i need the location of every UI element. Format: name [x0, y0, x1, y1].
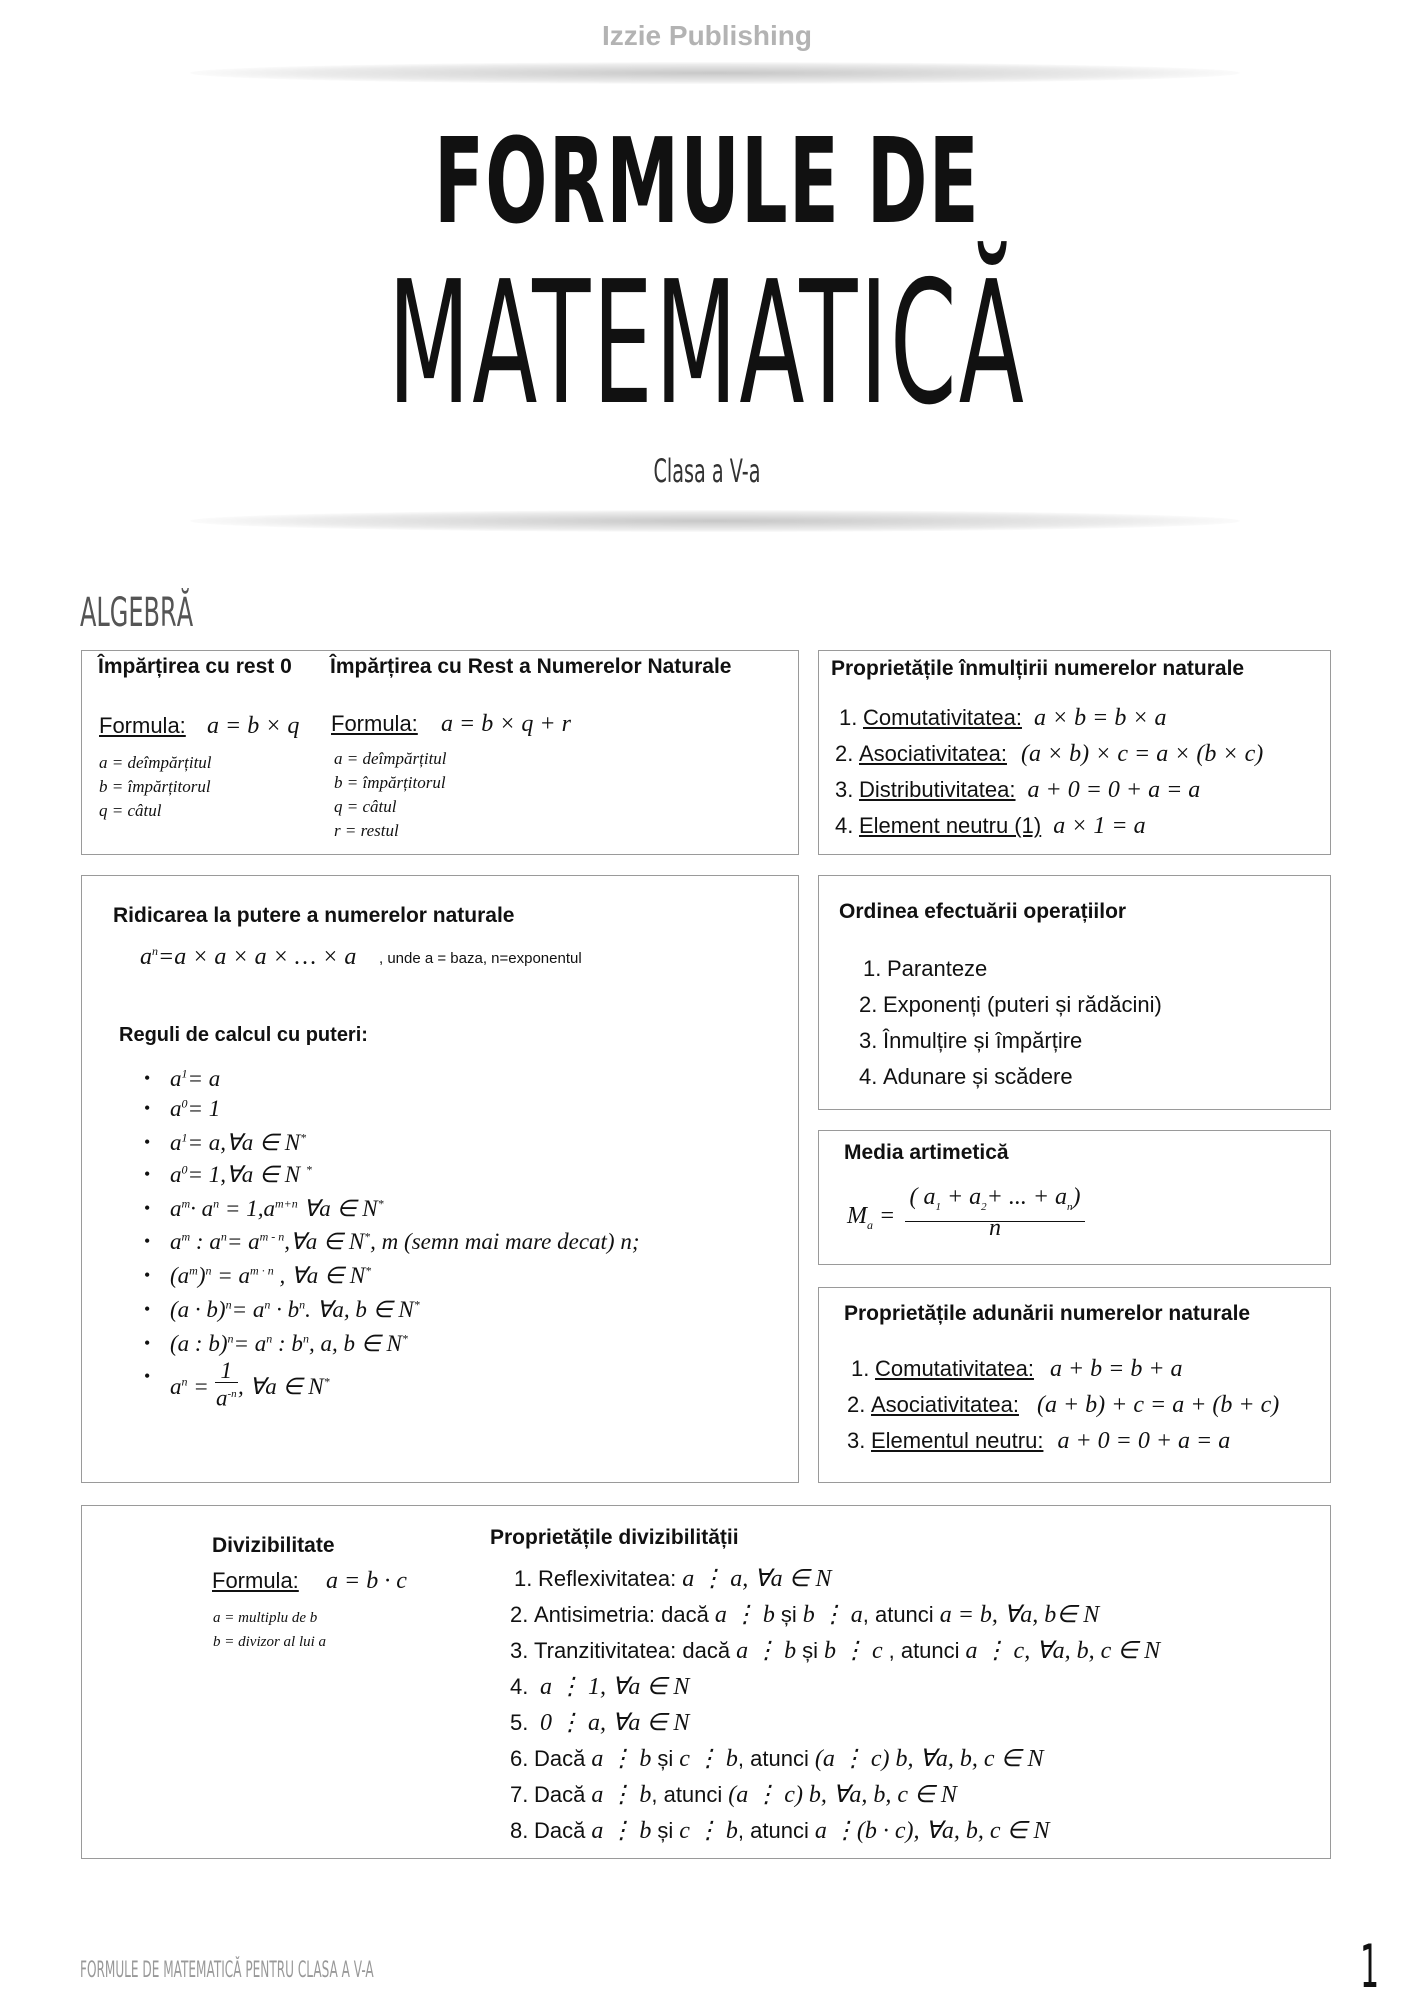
arithmetic-mean-box	[818, 1130, 1331, 1265]
header-top-shadow	[190, 62, 1240, 84]
powers-title: Ridicarea la putere a numerelor naturale	[113, 904, 515, 927]
power-rule-3: • $a^1=$ a,∀a ∈ N*	[170, 1130, 306, 1156]
multiplication-item-1	[839, 705, 1167, 732]
multiplication-title: Proprietățile înmulțirii numerelor naturale	[831, 657, 1245, 680]
division-rest0-formula-label: Formula:	[99, 713, 186, 738]
word-si: și	[657, 1746, 674, 1771]
power-rule-4: • $a^0=$ 1,∀a ∈ N *	[170, 1162, 312, 1188]
division-rest0-legend-a: a = deîmpărțitul	[99, 753, 212, 772]
item-number: 1.	[851, 1356, 870, 1381]
divisibility-prop-7: 7. Dacă a ⋮ b, atunci (a ⋮ c) b, ∀a, b, c ∈ N	[510, 1782, 957, 1808]
divisibility-prop-6: 6. Dacă a ⋮ b și c ⋮ b, atunci (a ⋮ c) b, ∀a, b, c ∈ N	[510, 1746, 1044, 1772]
multiplication-item-2	[835, 741, 1263, 768]
power-rule-10: • $a^n$ = $\frac{1}{a^{-n}}$ , ∀a ∈ N*	[170, 1364, 330, 1414]
divisibility-prop-3: 3. Tranzitivitatea: dacă a ⋮ b și b ⋮ c , atunci a ⋮ c, ∀a, b, c ∈ N	[510, 1638, 1161, 1664]
item-number: 2.	[835, 741, 854, 766]
word-si: și	[780, 1602, 797, 1627]
order-item-label: Adunare și scădere	[883, 1064, 1073, 1089]
item-formula: (a × b) × c = a × (b × c)	[1020, 741, 1264, 767]
division-rest0-formula: a = b × q	[207, 713, 300, 739]
word-si: și	[657, 1818, 674, 1843]
division-rest-formula-label: Formula:	[331, 711, 418, 736]
item-formula: a + 0 = 0 + a = a	[1057, 1428, 1231, 1454]
item-formula: a + b = b + a	[1049, 1356, 1183, 1382]
word-si: și	[802, 1638, 818, 1663]
item-formula: a × 1 = a	[1053, 813, 1146, 839]
divisibility-prop-8: 8. Dacă a ⋮ b și c ⋮ b, atunci a ⋮(b · c), ∀a, b, c ∈ N	[510, 1818, 1050, 1844]
item-label: Distributivitatea:	[859, 777, 1016, 802]
divisibility-formula: a = b · c	[326, 1568, 407, 1594]
item-formula: a × b = b × a	[1033, 705, 1167, 731]
power-rule-6: • $a^m$ : $a^n=$ $a^{m - n},\forall a$ ∈ N*, m (semn mai mare decat) n;	[170, 1229, 640, 1255]
order-item-label: Paranteze	[887, 956, 988, 981]
mean-title: Media artimetică	[844, 1141, 1009, 1164]
division-rest-title: Împărțirea cu Rest a Numerelor Naturale	[330, 655, 732, 678]
multiplication-properties-box	[818, 650, 1331, 855]
item-label: Element neutru (1)	[859, 813, 1042, 838]
item-number: 3.	[835, 777, 854, 802]
order-item-4: 4. Adunare și scădere	[859, 1064, 1073, 1089]
order-item-3: 3. Înmulțire și împărțire	[859, 1028, 1083, 1053]
item-label: Asociativitatea:	[871, 1392, 1019, 1417]
order-item-label: Înmulțire și împărțire	[883, 1028, 1083, 1053]
divisibility-properties-title: Proprietățile divizibilității	[490, 1526, 739, 1549]
divisibility-prop-2: 2. Antisimetria: dacă a ⋮ b și b ⋮ a, atunci a = b, ∀a, b∈ N	[510, 1602, 1100, 1628]
power-rule-9: • (a : $b)^n= a^n$ : $b^n$, a, b ∈ N*	[170, 1331, 408, 1357]
item-label: Asociativitatea:	[859, 741, 1007, 766]
word-atunci: , atunci	[737, 1818, 809, 1843]
section-title: ALGEBRĂ	[80, 590, 194, 636]
item-number: 4.	[835, 813, 854, 838]
division-rest-legend-a: a = deîmpărțitul	[334, 749, 447, 768]
division-rest-formula: a = b × q + r	[441, 711, 571, 737]
addition-title: Proprietățile adunării numerelor naturale	[844, 1302, 1251, 1325]
word-daca: Dacă	[534, 1746, 586, 1771]
item-label: Comutativitatea:	[863, 705, 1022, 730]
divisibility-legend-b: b = divizor al lui a	[213, 1634, 327, 1650]
division-rest0-title: Împărțirea cu rest 0	[98, 655, 292, 678]
multiplication-item-4	[835, 813, 1146, 840]
division-rest-legend-b: b = împărțitorul	[334, 773, 446, 792]
power-rule-2: • $a^0= 1$	[170, 1096, 220, 1122]
word-atunci: , atunci	[862, 1602, 934, 1627]
item-number: 3.	[847, 1428, 866, 1453]
word-atunci: , atunci	[651, 1782, 723, 1807]
power-definition: $a^n=a \times a \times a$ × … × a	[140, 944, 357, 970]
subtitle: Clasa a V-a	[653, 452, 761, 490]
power-rule-5: • $a^m\cdot a^n = 1,a^{m+n}$ ∀a ∈ N*	[170, 1196, 384, 1222]
publisher-name: Izzie Publishing	[601, 20, 812, 51]
divisibility-formula-label: Formula:	[212, 1568, 299, 1593]
item-label: Comutativitatea:	[875, 1356, 1034, 1381]
division-rest0-legend-b: b = împărțitorul	[99, 777, 211, 796]
powers-box	[81, 875, 799, 1483]
division-rest-legend-q: q = câtul	[334, 797, 397, 816]
power-rule-7: • $(a^m)^n = a^{m \cdot n}$ , ∀a ∈ N*	[170, 1263, 371, 1289]
division-box	[81, 650, 799, 855]
item-label: Elementul neutru:	[871, 1428, 1044, 1453]
mean-symbol: $M_a$ =	[847, 1203, 896, 1232]
addition-item-1	[851, 1356, 1183, 1383]
divisibility-legend-a: a = multiplu de b	[213, 1610, 318, 1626]
power-rule-8: • $(a \cdot b)^n= a^n \cdot b^n$. ∀a, b ∈ N*	[170, 1297, 420, 1323]
order-title: Ordinea efectuării operațiilor	[839, 900, 1127, 923]
order-of-operations-box	[818, 875, 1331, 1110]
division-rest-legend-r: r = restul	[334, 821, 399, 840]
title-line-2: MATEMATICĂ	[387, 245, 1027, 443]
power-rule-1: • $a^1= a$	[170, 1066, 220, 1092]
prop-label: Reflexivitatea:	[538, 1566, 677, 1591]
mean-numerator: ( $a_1 + a_2+$ ... + $a_n$)	[905, 1183, 1085, 1222]
addition-item-3	[847, 1428, 1230, 1455]
word-atunci: , atunci	[737, 1746, 809, 1771]
item-formula: a + 0 = 0 + a = a	[1027, 777, 1201, 803]
addition-item-2	[847, 1392, 1279, 1419]
header-bottom-shadow	[190, 510, 1240, 532]
division-rest0-legend-q: q = câtul	[99, 801, 162, 820]
word-daca: Dacă	[534, 1818, 586, 1843]
item-formula: (a + b) + c = a + (b + c)	[1036, 1392, 1280, 1418]
divisibility-box	[81, 1505, 1331, 1859]
divisibility-title: Divizibilitate	[212, 1534, 335, 1557]
footer-text: FORMULE DE MATEMATICĂ PENTRU CLASA A V-A	[80, 1958, 374, 1983]
order-item-2: 2. Exponenți (puteri și rădăcini)	[859, 992, 1162, 1017]
prop-label: Antisimetria: dacă	[534, 1602, 709, 1627]
divisibility-prop-4: 4. a ⋮ 1, ∀a ∈ N	[510, 1674, 690, 1700]
order-item-label: Exponenți (puteri și rădăcini)	[883, 992, 1162, 1017]
multiplication-item-3	[835, 777, 1200, 804]
power-rules-title: Reguli de calcul cu puteri:	[119, 1024, 368, 1046]
divisibility-prop-5: 5. 0 ⋮ a, ∀a ∈ N	[510, 1710, 690, 1736]
mean-denominator: n	[989, 1215, 1001, 1241]
word-atunci: , atunci	[888, 1638, 960, 1663]
item-number: 1.	[839, 705, 858, 730]
order-item-1: 1. Paranteze	[863, 956, 988, 981]
word-daca: Dacă	[534, 1782, 586, 1807]
item-number: 2.	[847, 1392, 866, 1417]
divisibility-prop-1: 1. Reflexivitatea: a ⋮ a, ∀a ∈ N	[514, 1566, 832, 1592]
title-line-1: FORMULE DE	[434, 112, 980, 250]
page-number: 1	[1360, 1932, 1380, 2002]
power-definition-note: , unde a = baza, n=exponentul	[379, 950, 582, 967]
prop-label: Tranzitivitatea: dacă	[534, 1638, 731, 1663]
addition-properties-box	[818, 1287, 1331, 1483]
